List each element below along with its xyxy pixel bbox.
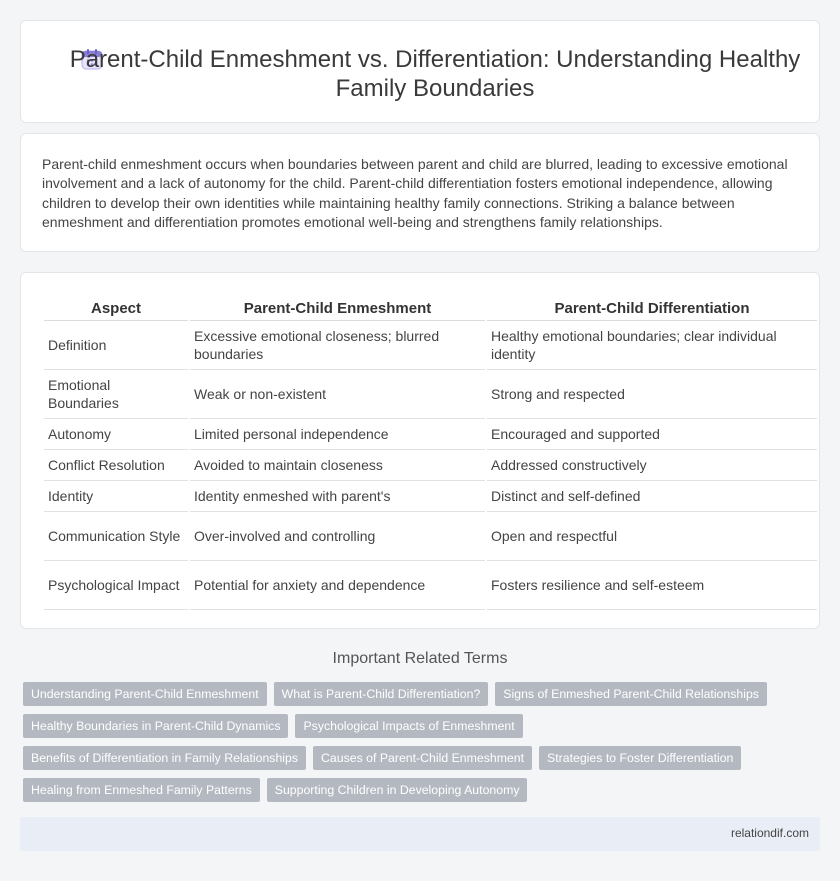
related-term-tag[interactable]: Healthy Boundaries in Parent-Child Dynamics (23, 714, 288, 738)
table-row (44, 561, 817, 610)
related-term-tag[interactable]: Understanding Parent-Child Enmeshment (23, 682, 267, 706)
table-cell: Distinct and self-defined (487, 481, 817, 512)
table-cell: Weak or non-existent (190, 370, 485, 419)
related-terms-heading: Important Related Terms (332, 650, 508, 667)
table-row (44, 481, 817, 512)
table-cell: Limited personal independence (190, 419, 485, 450)
table-row (44, 450, 817, 481)
intro-card (20, 133, 820, 252)
page-title: Parent-Child Enmeshment vs. Differentiation: Understanding Healthy Family Boundaries (69, 46, 801, 102)
comparison-table-card (20, 272, 820, 629)
comparison-table (42, 295, 819, 610)
related-term-tag[interactable]: Causes of Parent-Child Enmeshment (313, 746, 532, 770)
table-cell: Psychological Impact (44, 561, 188, 610)
column-header: Aspect (44, 295, 188, 321)
column-header: Parent-Child Enmeshment (190, 295, 485, 321)
table-cell: Identity enmeshed with parent's (190, 481, 485, 512)
table-cell: Identity (44, 481, 188, 512)
table-cell: Fosters resilience and self-esteem (487, 561, 817, 610)
column-header: Parent-Child Differentiation (487, 295, 817, 321)
table-cell: Emotional Boundaries (44, 370, 188, 419)
footer-site-link[interactable]: relationdif.com (730, 826, 809, 840)
related-term-tag[interactable]: Psychological Impacts of Enmeshment (295, 714, 522, 738)
table-cell: Healthy emotional boundaries; clear individual identity (487, 321, 817, 370)
table-cell: Autonomy (44, 419, 188, 450)
table-cell: Open and respectful (487, 512, 817, 561)
table-cell: Avoided to maintain closeness (190, 450, 485, 481)
table-row (44, 419, 817, 450)
table-cell: Over-involved and controlling (190, 512, 485, 561)
related-term-tag[interactable]: What is Parent-Child Differentiation? (274, 682, 489, 706)
table-header-row (44, 295, 817, 321)
table-cell: Strong and respected (487, 370, 817, 419)
table-cell: Encouraged and supported (487, 419, 817, 450)
related-term-tag[interactable]: Signs of Enmeshed Parent-Child Relationships (495, 682, 767, 706)
title-card (20, 20, 820, 123)
table-row (44, 370, 817, 419)
related-term-tag[interactable]: Benefits of Differentiation in Family Relationships (23, 746, 306, 770)
table-cell: Excessive emotional closeness; blurred boundaries (190, 321, 485, 370)
related-term-tag[interactable]: Supporting Children in Developing Autonomy (267, 778, 528, 802)
table-cell: Conflict Resolution (44, 450, 188, 481)
related-term-tag[interactable]: Strategies to Foster Differentiation (539, 746, 741, 770)
related-terms-list (23, 682, 803, 802)
table-cell: Addressed constructively (487, 450, 817, 481)
table-cell: Communication Style (44, 512, 188, 561)
table-cell: Definition (44, 321, 188, 370)
table-row (44, 512, 817, 561)
table-cell: Potential for anxiety and dependence (190, 561, 485, 610)
table-row (44, 321, 817, 370)
footer-bar (20, 817, 820, 851)
intro-paragraph: Parent-child enmeshment occurs when boundaries between parent and child are blurred, leading to excessive emotional involvement and a lack of autonomy for the child. Parent-child differentiation fosters emotional independence, allowing children to develop their own identities while maintaining healthy family connections. Striking a balance between enmeshment and differentiation promotes emotional well-being and strengthens family relationships. (42, 156, 788, 230)
related-term-tag[interactable]: Healing from Enmeshed Family Patterns (23, 778, 260, 802)
